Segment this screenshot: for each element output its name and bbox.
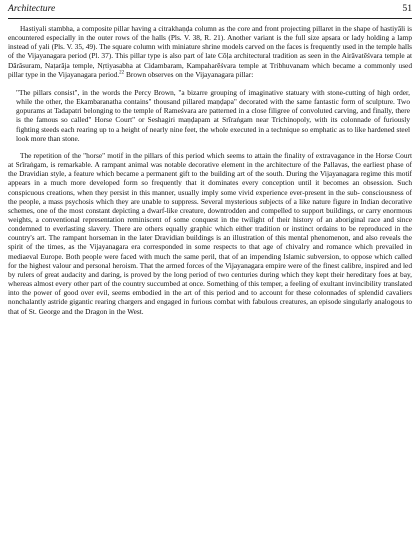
paragraph-1-text: Hastiyali stambha, a composite pillar having a citrakhaṇḍa column as the core and front projecting pillaret in the shape of hastiyāli is encountered especially in the outer rows of the halls (Pls. V. 38, R. 21). Another variant is the full size apsara or lady holding a lamp instead of yali (Pls. V. 35, 49). The square column with miniature shrine models carved on the faces is frequently used in the temple halls of the Vijayanagara period (Pl. 37). This pillar type is also part of late Cōḷa architectural tradition as seen in the Airāvatēśvara temple at Dārāsuram, Naṭarāja temple, Nṛtiyasabha at Cidambaram, Kampaharēśvara temple at Tribhuvanam which became a commonly used pillar type in the Vijayanagara period.: [8, 24, 412, 79]
page-header: [8, 3, 412, 17]
block-quote: "The pillars consist", in the words the Percy Brown, "a bizarre grouping of imaginative statuary with stone-cutting of high order, while the other, the Ekambaranatha contains" thousand pillared maṇḍapa" decorated with the same fantastic form of sculpture. Two gopurams at Tadapatri belonging to the temple of Rameśvara are patterned in a close filigree of convoluted carving, and finally, there is the famous so called" Horse Court" or Seshagiri maṇḍapam at Srīraṅgam near Trichinopoly, with its colonnade of furiously fighting steeds each rearing up to a height of nearly nine feet, the whole executed in a technique so emphatic as to like hardened steel look more than stone.: [16, 87, 410, 143]
footnote-reference: 22: [119, 70, 125, 76]
running-title: Architecture: [8, 3, 56, 14]
header-rule: [8, 18, 412, 19]
paragraph-1: [8, 24, 412, 79]
page-number: 51: [402, 3, 412, 14]
paragraph-2: The repetition of the "horse" motif in the pillars of this period which seems to attain the finality of extravagance in the Horse Court at Srīraṅgam, is remarkable. A rampant animal was notable decorative element in the architecture of the Pallavas, the earliest phase of the Dravidian style, a feature which became a permanent gift to the building art of the south. During the Vijayanagara regime this motif appears in a much more developed form so frequently that it dominates every conception until it becomes an obsession. Such conspicuous creations, when they persist in this manner, usually imply some vivid experience ever-present in the sub- consciousness of the people, a mass psychosis which they are unable to suppress. Several mysterious subjects of a like nature figure in Indian decorative schemes, one of the most constant depicting a dwarf-like creature, downtrodden and compelled to support buildings, or carry enormous weights, a conventional representation reminiscent of some conquest in the twilight of their history of an aboriginal race and since condemned to everlasting slavery. There are others equally graphic which either tradition or instinct ordains to be reproduced in the country's art. The rampant horseman in the later Dravidian buildings is an illustration of this mental phenomenon, and also reveals the spirit of the times, as the Vijayanagara era corresponded in some respects to that age of chivalry and romance which prevailed in mediaeval Europe. Both people were faced with much the same peril, that of an impending Islamic subversion, to oppose which called for the highest valour and personal heroism. That the armed forces of the Vijayanagara empire were of the finest calibre, inspired and led by rulers of great audacity and daring, is proved by the long period of two centuries during which they kept their hereditary foes at bay, whereas almost every other part of the country succumbed at once. Something of this temper, a feeling of exultant invincibility translated into the power of good over evil, seems embodied in the art of this period and to account for these colonnades of splendid cavaliers nonchalantly astride gigantic rearing chargers and engaged in furious combat with fabulous creatures, an episode singularly analogous to that of St. George and the Dragon in the West.: [8, 150, 412, 316]
paragraph-1-tail: Brown observes on the Vijayanagara pillar:: [124, 69, 254, 79]
